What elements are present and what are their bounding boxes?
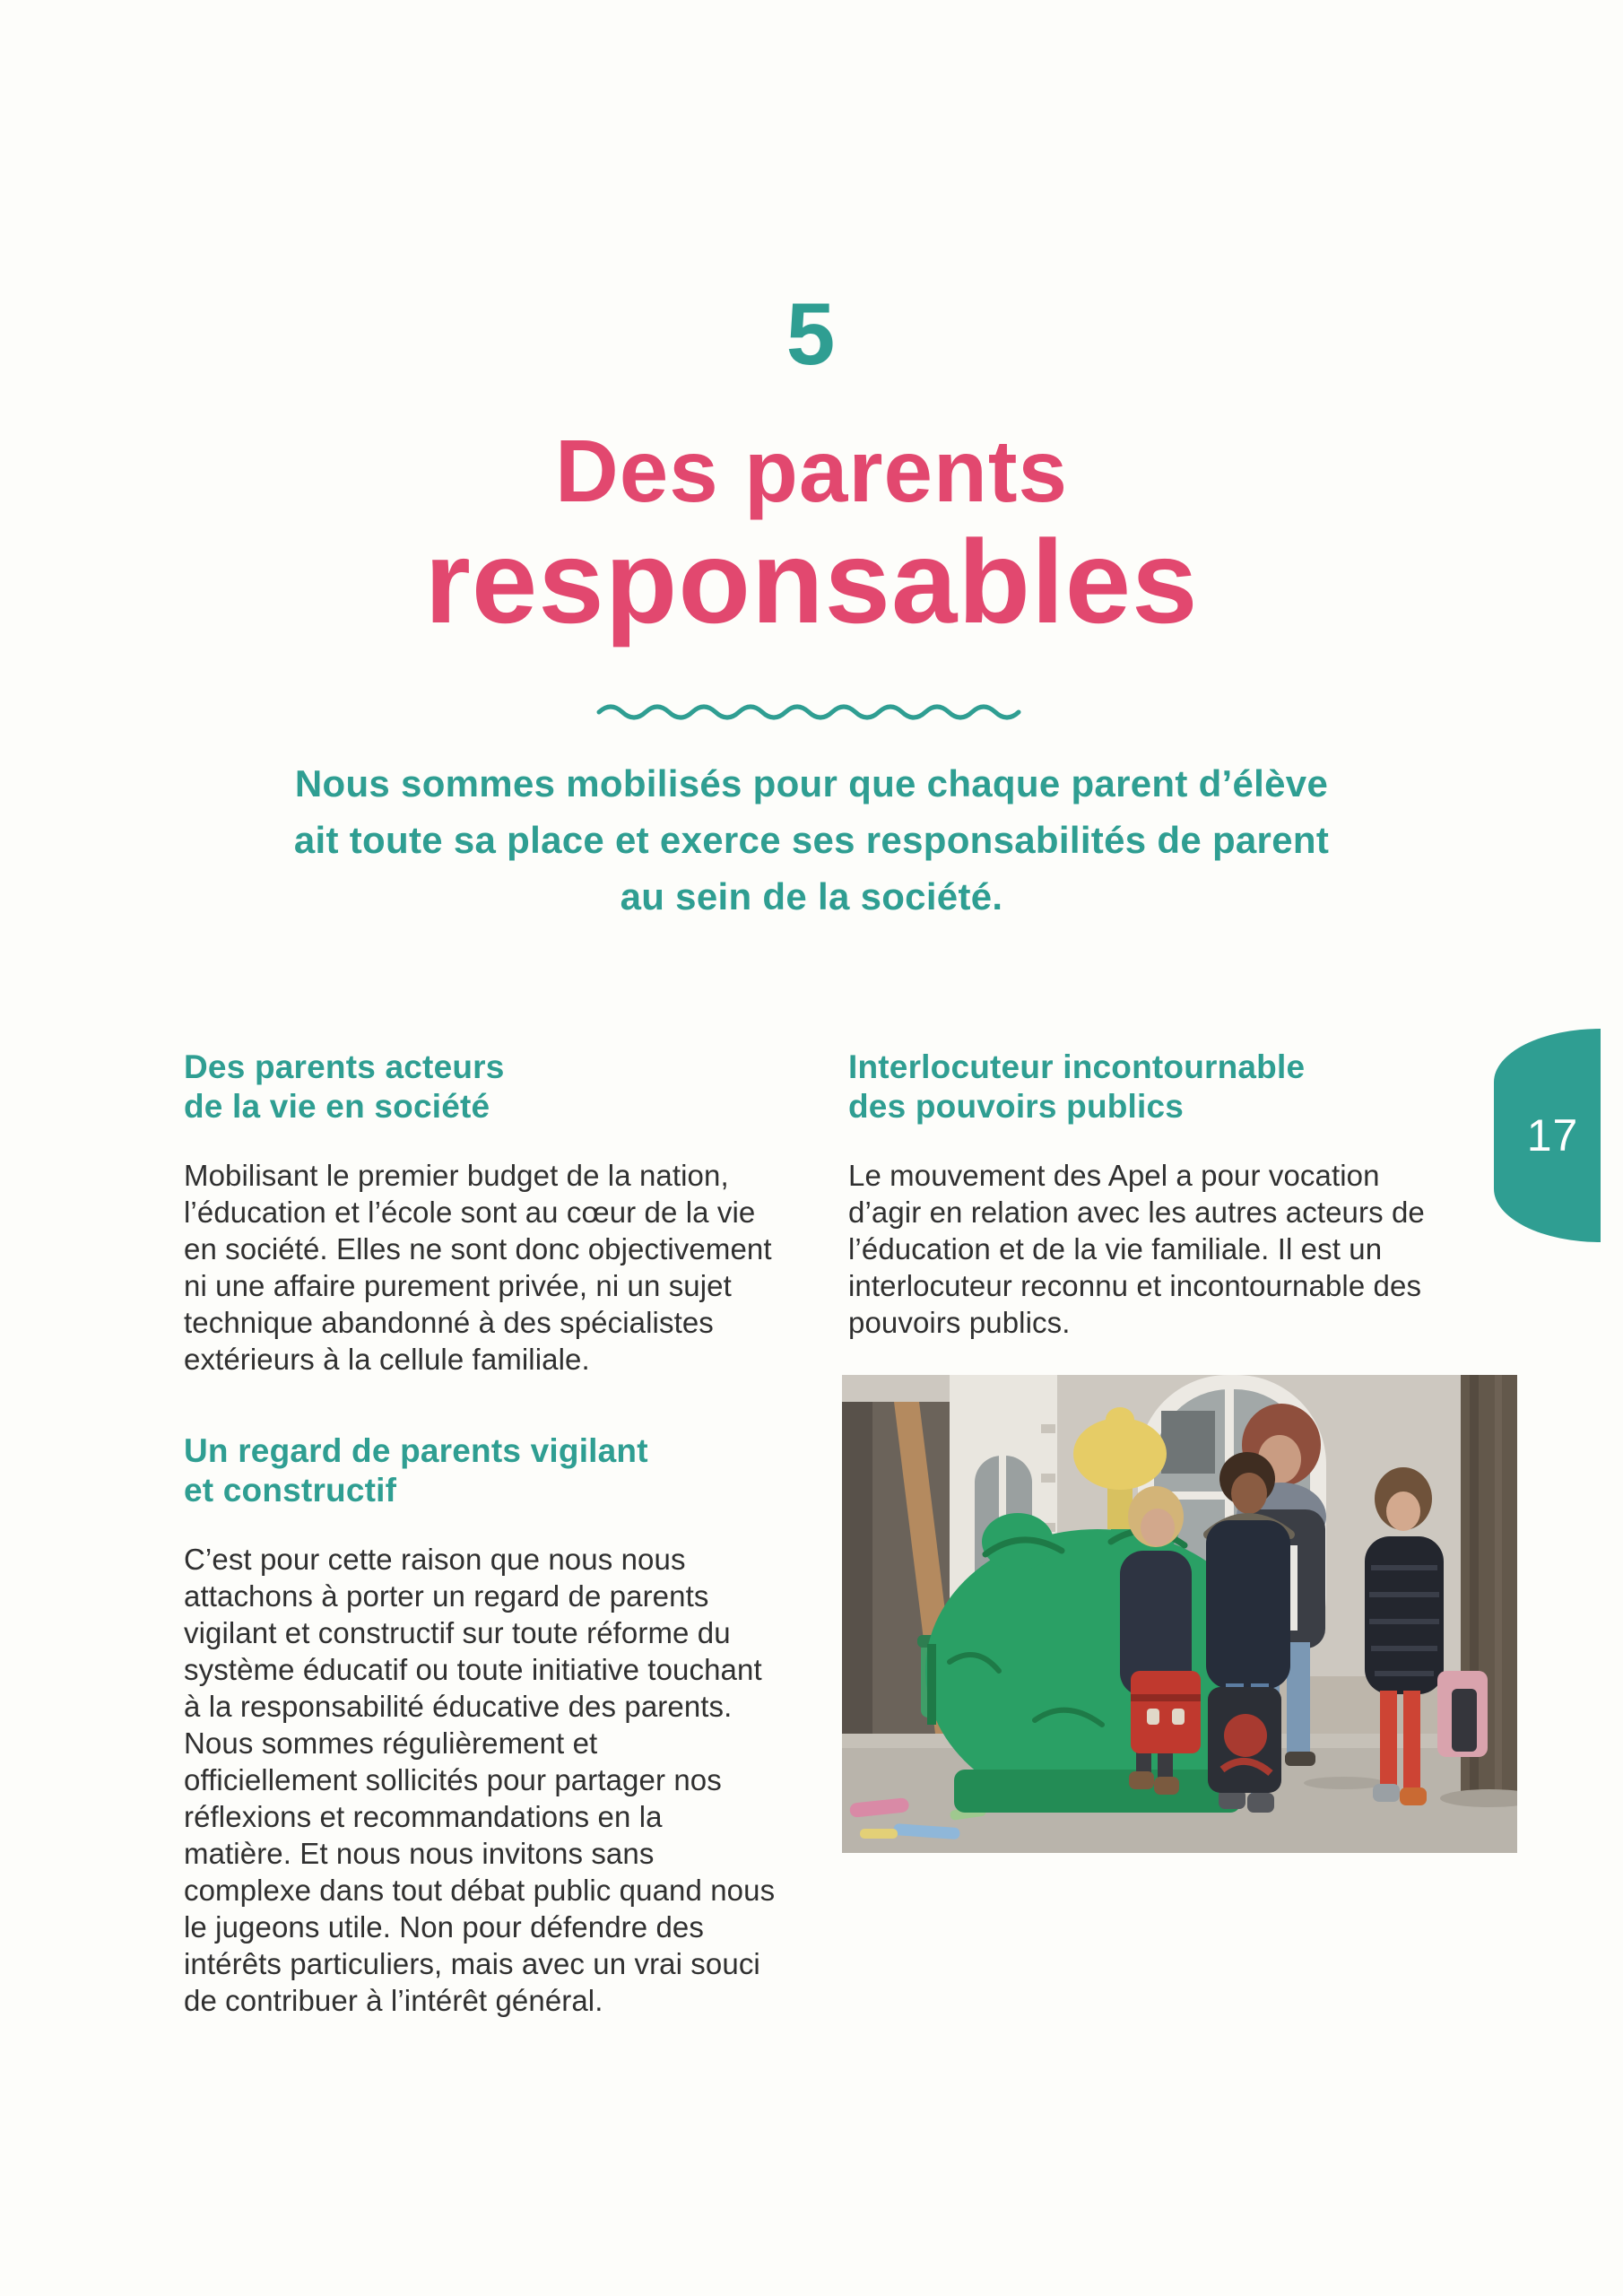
section-body: C’est pour cette raison que nous nous attachons à porter un regard de parents vigilant et constructif sur toute réforme du système éducatif ou toute initiative touchant à la responsabilité éducative des parents. Nous sommes régulièrement et officiellement sollicités pour partager nos réflexions et recommandations en la matière. Et nous nous invitons sans complexe dans tout débat public quand nous le jugeons utile. Non pour défendre des intérêts particuliers, mais avec un vrai souci de contribuer à l’intérêt général. <box>184 1543 776 2017</box>
red-schoolbag <box>1131 1671 1201 1753</box>
pink-bag <box>1437 1671 1488 1757</box>
subtitle-line: au sein de la société. <box>620 875 1003 918</box>
chapter-number: 5 <box>785 284 838 383</box>
right-column <box>848 1048 1458 1341</box>
page-number: 17 <box>1526 1110 1579 1161</box>
section-heading <box>184 1431 777 1510</box>
schoolyard-photo <box>842 1375 1517 1853</box>
section-parents-acteurs <box>184 1048 777 1378</box>
section-interlocuteur <box>848 1048 1458 1341</box>
dark-backpack <box>1208 1687 1281 1793</box>
section-body: Le mouvement des Apel a pour vocation d’agir en relation avec les autres acteurs de l’éducation et de la vie familiale. Il est un interlocuteur reconnu et incontournable des pouvoirs publics. <box>848 1159 1425 1339</box>
section-heading <box>184 1048 777 1126</box>
section-heading-line: et constructif <box>184 1472 397 1509</box>
section-heading <box>848 1048 1458 1126</box>
page-subtitle <box>0 755 1623 925</box>
page-title-line2: responsables <box>424 516 1199 648</box>
section-heading-line: Interlocuteur incontournable <box>848 1048 1306 1085</box>
section-regard-vigilant <box>184 1431 777 2019</box>
section-heading-line: des pouvoirs publics <box>848 1088 1185 1125</box>
left-column <box>184 1048 777 2019</box>
subtitle-line: Nous sommes mobilisés pour que chaque parent d’élève <box>294 762 1329 804</box>
section-heading-line: Un regard de parents vigilant <box>184 1432 648 1469</box>
wavy-divider-icon <box>595 698 1028 726</box>
page-title-line1: Des parents <box>554 422 1068 520</box>
section-heading-line: de la vie en société <box>184 1088 490 1125</box>
section-heading-line: Des parents acteurs <box>184 1048 505 1085</box>
subtitle-line: ait toute sa place et exerce ses responsabilités de parent <box>293 819 1330 861</box>
page-number-badge <box>1494 1029 1601 1242</box>
section-body: Mobilisant le premier budget de la nation, l’éducation et l’école sont au cœur de la vie en société. Elles ne sont donc objectivement ni une affaire purement privée, ni un sujet technique abandonné à des spécialistes extérieurs à la cellule familiale. <box>184 1159 772 1376</box>
